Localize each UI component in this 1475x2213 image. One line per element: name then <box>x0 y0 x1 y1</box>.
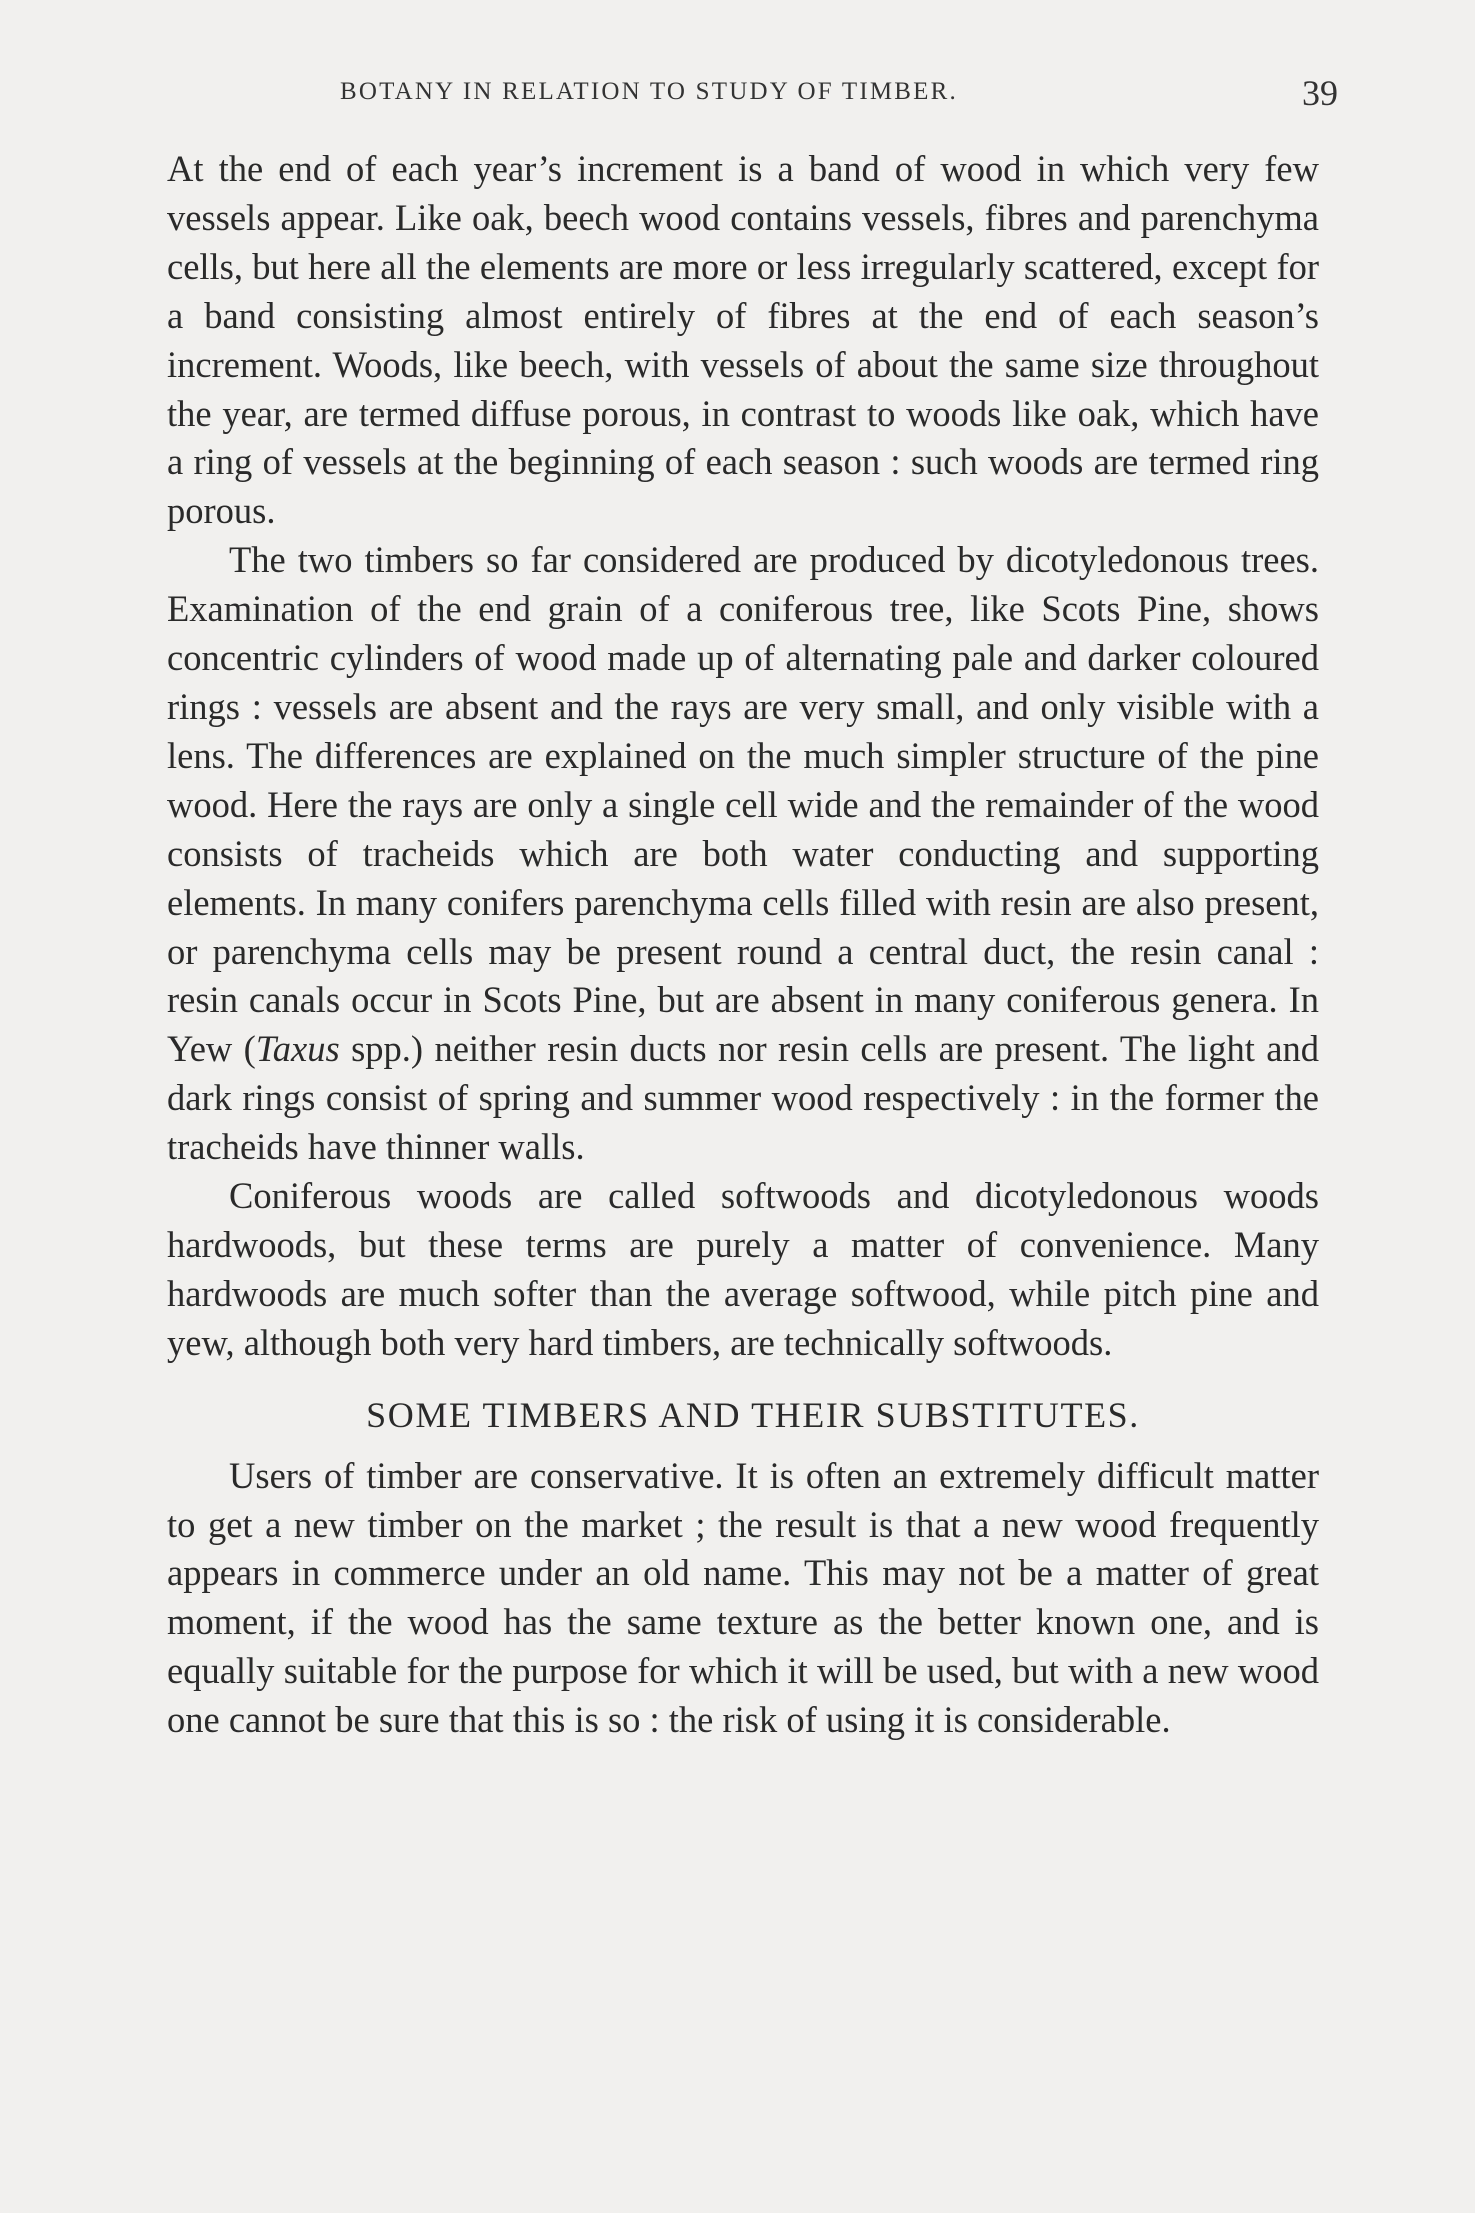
paragraph-1: At the end of each year’s increment is a band of wood in which very few vessels appear. Like oak, beech wood contains vessels, fibres and parenchyma cells, but here all the elements are more or less irregularly scattered, except for a band consisting almost entirely of fibres at the end of each season’s increment. Woods, like beech, with vessels of about the same size throughout the year, are termed diffuse porous, in contrast to woods like oak, which have a ring of vessels at the beginning of each season : such woods are termed ring porous. <box>167 148 1319 532</box>
body-text <box>167 145 1319 1745</box>
section-heading: SOME TIMBERS AND THEIR SUBSTITUTES. <box>366 1394 1140 1435</box>
genus-name-taxus: Taxus <box>255 1028 340 1070</box>
running-head <box>0 72 1475 122</box>
paragraph-2-part-2: spp.) neither resin ducts nor resin cells are present. The light and dark rings consist of spring and summer wood respectively : in the former the tracheids have thinner walls. <box>167 1028 1320 1168</box>
paragraph-4: Users of timber are conservative. It is often an extremely difficult matter to get a new timber on the market ; the result is that a new wood frequently appears in commerce under an old name. This may not be a matter of great moment, if the wood has the same texture as the better known one, and is equally suitable for the purpose for which it will be used, but with a new wood one cannot be sure that this is so : the risk of using it is considerable. <box>167 1454 1319 1741</box>
running-title: BOTANY IN RELATION TO STUDY OF TIMBER. <box>340 78 958 105</box>
page-number: 39 <box>1302 73 1338 113</box>
paragraph-3: Coniferous woods are called softwoods and dicotyledonous woods hardwoods, but these terms are purely a matter of convenience. Many hardwoods are much softer than the average softwood, while pitch pine and yew, although both very hard timbers, are technically softwoods. <box>167 1175 1319 1363</box>
paragraph-2 <box>167 536 1319 1172</box>
paragraph-2-part-1: The two timbers so far considered are produced by dicotyledonous trees. Examination of the end grain of a coniferous tree, like Scots Pine, shows concentric cylinders of wood made up of alternating pale and darker coloured rings : vessels are absent and the rays are very small, and only visible with a lens. The differences are explained on the much simpler structure of the pine wood. Here the rays are only a single cell wide and the remainder of the wood consists of tracheids which are both water conducting and supporting elements. In many conifers parenchyma cells filled with resin are also present, or parenchyma cells may be present round a central duct, the resin canal : resin canals occur in Scots Pine, but are absent in many coniferous genera. In Yew ( <box>167 539 1319 1070</box>
